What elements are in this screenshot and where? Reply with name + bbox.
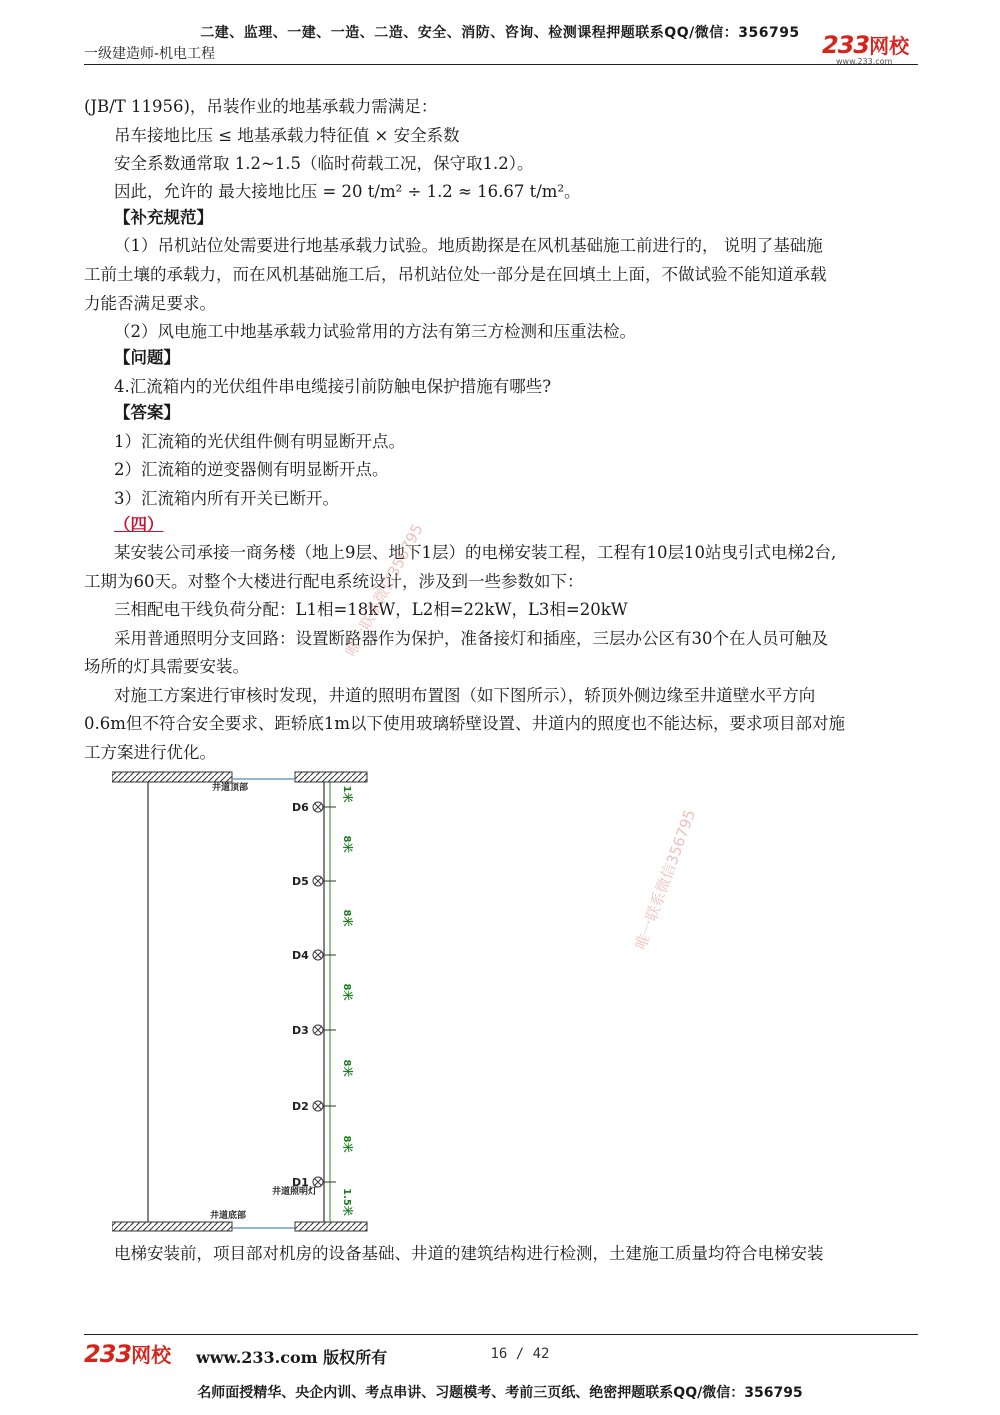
answer-item: 1）汇流箱的光伏组件侧有明显断开点。 xyxy=(114,432,405,451)
answer-item: 3）汇流箱内所有开关已断开。 xyxy=(114,489,339,508)
case-section-title: （四） xyxy=(114,515,164,534)
shaft-lighting-diagram xyxy=(112,770,374,1232)
answer-item: 2）汇流箱的逆变器侧有明显断开点。 xyxy=(114,460,389,479)
lamp-label-d6: D6 xyxy=(292,801,309,814)
text-line: 0.6m但不符合安全要求、距轿底1m以下使用玻璃轿壁设置、井道内的照度也不能达标，要求项目部对施 xyxy=(84,714,846,733)
logo-number: 233 xyxy=(84,1340,132,1368)
logo-number: 233 xyxy=(822,31,870,59)
text-line: （2）风电施工中地基承载力试验常用的方法有第三方检测和压重法检。 xyxy=(114,322,636,341)
logo-text: 网校 xyxy=(869,34,910,58)
text-line: 工前土壤的承载力，而在风机基础施工后，吊机站位处一部分是在回填土上面，不做试验不能知道承载 xyxy=(84,265,827,284)
lamp-label-d2: D2 xyxy=(292,1100,309,1113)
watermark: 唯一联系微信356795 xyxy=(341,520,427,660)
spacing-label: 8米 xyxy=(341,983,352,1001)
logo-text: 网校 xyxy=(131,1343,172,1367)
text-line: 安全系数通常取 1.2~1.5（临时荷载工况，保守取1.2）。 xyxy=(114,154,534,173)
lamp-label-d3: D3 xyxy=(292,1024,309,1037)
spacing-label: 8米 xyxy=(341,1059,352,1077)
subject-title: 一级建造师-机电工程 xyxy=(84,46,216,62)
text-line: 工方案进行优化。 xyxy=(84,743,216,762)
text-line: 对施工方案进行审核时发现，井道的照明布置图（如下图所示），轿顶外侧边缘至井道壁水平方向 xyxy=(114,686,816,705)
text-line: （1）吊机站位处需要进行地基承载力试验。地质勘探是在风机基础施工前进行的， 说明了基础施 xyxy=(114,236,823,255)
lamp-d5 xyxy=(292,875,336,888)
text-line: 三相配电干线负荷分配：L1相=18kW，L2相=22kW，L3相=20kW xyxy=(114,600,628,619)
text-line: 采用普通照明分支回路：设置断路器作为保护，准备接灯和插座，三层办公区有30个在人员可触及 xyxy=(114,629,828,648)
watermark: 唯一联系微信356795 xyxy=(631,807,700,952)
text-line: 电梯安装前，项目部对机房的设备基础、井道的建筑结构进行检测，土建施工质量均符合电梯安装 xyxy=(114,1244,824,1263)
section-heading: 【答案】 xyxy=(114,403,180,422)
copyright: www.233.com 版权所有 xyxy=(196,1348,388,1367)
shaft-top-label: 井道顶部 xyxy=(212,783,249,793)
brand-logo xyxy=(822,30,909,59)
section-heading: 【问题】 xyxy=(114,348,180,367)
footer-banner: 名师面授精华、央企内训、考点串讲、习题模考、考前三页纸、绝密押题联系QQ/微信：356795 xyxy=(197,1385,803,1401)
footer-divider xyxy=(84,1334,918,1335)
lamp-label-d1: D1 xyxy=(292,1176,309,1189)
page-number: 16 / 42 xyxy=(490,1346,550,1362)
text-line: 吊车接地比压 ≤ 地基承载力特征值 × 安全系数 xyxy=(114,126,460,145)
spacing-label: 8米 xyxy=(341,909,352,927)
text-line: (JB/T 11956)，吊装作业的地基承载力需满足： xyxy=(84,97,438,116)
lamp-d4 xyxy=(292,949,336,962)
lamp-d3 xyxy=(292,1024,336,1037)
lamp-label: 井道照明灯 xyxy=(272,1187,318,1197)
text-line: 力能否满足要求。 xyxy=(84,294,216,313)
spacing-group xyxy=(341,786,354,1216)
lamp-d2 xyxy=(292,1100,336,1113)
shaft-bottom-slab-left xyxy=(112,1222,232,1231)
spacing-label: 1米 xyxy=(341,785,352,803)
section-heading: 【补充规范】 xyxy=(114,208,213,227)
header-banner: 二建、监理、一建、一造、二造、安全、消防、咨询、检测课程押题联系QQ/微信：356795 xyxy=(200,25,800,41)
shaft-top-slab-left xyxy=(112,772,232,782)
text-line: 因此，允许的 最大接地比压 = 20 t/m² ÷ 1.2 ≈ 16.67 t/m²。 xyxy=(114,182,581,201)
lamp-group xyxy=(292,801,336,1189)
shaft-bottom-slab-right xyxy=(295,1222,367,1231)
logo-url: www.233.com xyxy=(836,57,893,66)
text-line: 工期为60天。对整个大楼进行配电系统设计，涉及到一些参数如下： xyxy=(84,572,584,591)
lamp-label-d5: D5 xyxy=(292,875,309,888)
spacing-label: 8米 xyxy=(341,835,352,853)
header-divider xyxy=(84,64,918,65)
lamp-label-d4: D4 xyxy=(292,949,309,962)
shaft-bottom-label: 井道底部 xyxy=(210,1211,247,1221)
spacing-label: 8米 xyxy=(341,1135,352,1153)
text-line: 某安装公司承接一商务楼（地上9层、地下1层）的电梯安装工程，工程有10层10站曳引式电梯2台, xyxy=(114,543,837,562)
lamp-d6 xyxy=(292,801,336,814)
shaft-top-slab-right xyxy=(295,772,367,782)
spacing-label: 1.5米 xyxy=(341,1188,352,1216)
question-text: 4.汇流箱内的光伏组件串电缆接引前防触电保护措施有哪些? xyxy=(114,377,552,396)
text-line: 场所的灯具需要安装。 xyxy=(84,657,249,676)
